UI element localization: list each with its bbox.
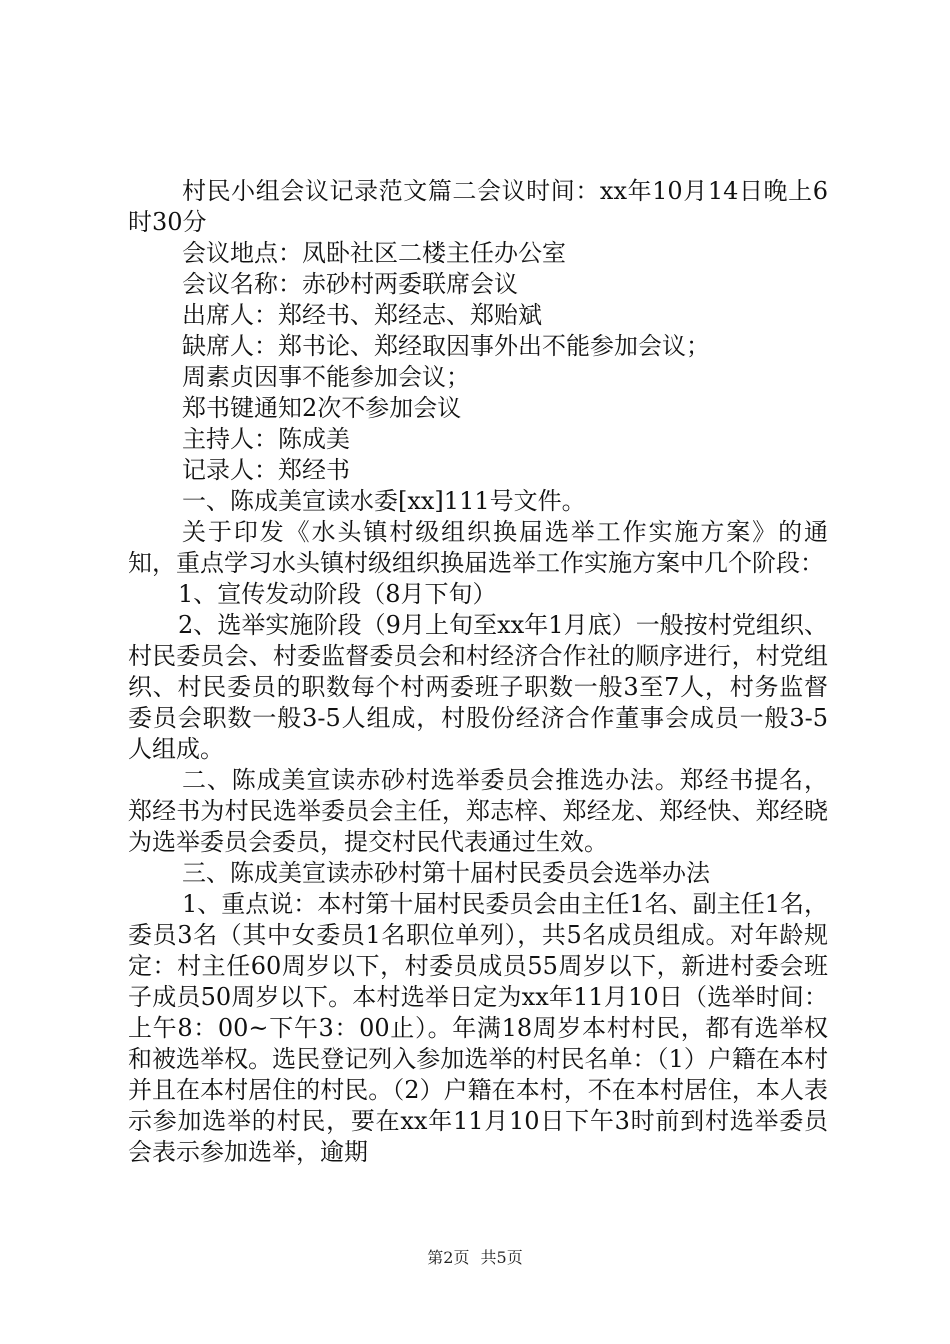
paragraph-stage-1: 1、宣传发动阶段（8月下旬） — [178, 580, 497, 608]
paragraph-absentee-3: 郑书键通知2次不参加会议 — [182, 394, 462, 422]
paragraph-title-time: 村民小组会议记录范文篇二会议时间：xx年10月14日晚上6时30分 — [128, 177, 828, 236]
document-body — [128, 176, 828, 1168]
paragraph-item-1: 一、陈成美宣读水委[xx]111号文件。 — [182, 487, 586, 515]
paragraph-absentees: 缺席人：郑书论、郑经取因事外出不能参加会议； — [182, 332, 710, 360]
paragraph-recorder: 记录人：郑经书 — [182, 456, 350, 484]
paragraph-notice: 关于印发《水头镇村级组织换届选举工作实施方案》的通知，重点学习水头镇村级组织换届选举工作实施方案中几个阶段： — [128, 518, 828, 577]
paragraph-meeting-name: 会议名称：赤砂村两委联席会议 — [182, 270, 518, 298]
paragraph-item-3: 三、陈成美宣读赤砂村第十届村民委员会选举办法 — [182, 859, 710, 887]
paragraph-location: 会议地点：凤卧社区二楼主任办公室 — [182, 239, 566, 267]
paragraph-host: 主持人：陈成美 — [182, 425, 350, 453]
paragraph-stage-2: 2、选举实施阶段（9月上旬至xx年1月底）一般按村党组织、村民委员会、村委监督委员会和村经济合作社的顺序进行，村党组织、村民委员的职数每个村两委班子职数一般3至7人，村务监督委员会职数一般3-5人组成，村股份经济合作董事会成员一般3-5人组成。 — [128, 611, 828, 763]
paragraph-attendees: 出席人：郑经书、郑经志、郑贻斌 — [182, 301, 542, 329]
paragraph-absentee-2: 周素贞因事不能参加会议； — [182, 363, 470, 391]
page-total: 共5页 — [480, 1248, 523, 1267]
paragraph-election-rules: 1、重点说：本村第十届村民委员会由主任1名、副主任1名，委员3名（其中女委员1名职位单列），共5名成员组成。对年龄规定：村主任60周岁以下，村委员成员55周岁以下，新进村委会班子成员50周岁以下。本村选举日定为xx年11月10日（选举时间：上午8：00~下午3：00止）。年满18周岁本村村民，都有选举权和被选举权。选民登记列入参加选举的村民名单：（1）户籍在本村并且在本村居住的村民。（2）户籍在本村，不在本村居住，本人表示参加选举的村民，要在xx年11月10日下午3时前到村选举委员会表示参加选举，逾期 — [128, 890, 828, 1166]
paragraph-item-2: 二、陈成美宣读赤砂村选举委员会推选办法。郑经书提名，郑经书为村民选举委员会主任，郑志梓、郑经龙、郑经快、郑经晓为选举委员会委员，提交村民代表通过生效。 — [128, 766, 828, 856]
page-footer — [0, 1245, 950, 1268]
page-number: 第2页 — [427, 1248, 470, 1267]
